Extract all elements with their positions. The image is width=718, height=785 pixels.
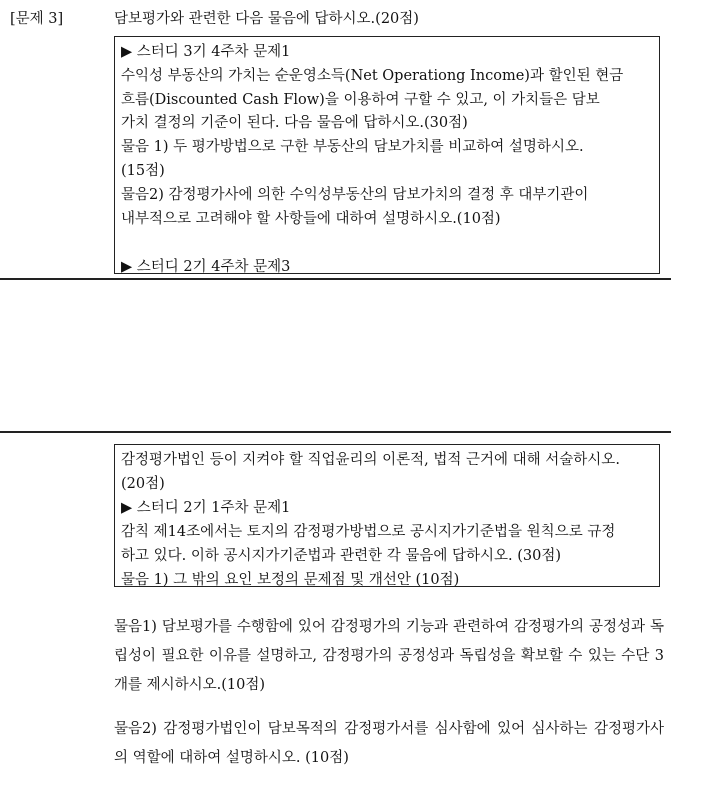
box1-line — [114, 231, 121, 247]
box1-line: 물음 1) 두 평가방법으로 구한 부동산의 담보가치를 비교하여 설명하시오. — [121, 139, 584, 155]
question-heading: 담보평가와 관련한 다음 물음에 답하시오.(20점) — [114, 11, 419, 27]
subquestion-1: 물음1) 담보평가를 수행함에 있어 감정평가의 기능과 관련하여 감정평가의 공정성과 독립성이 필요한 이유를 설명하고, 감정평가의 공정성과 독립성을 확보할 수 있는 수단 3개를 제시하시오.(10점) — [114, 619, 664, 693]
box1-line: 내부적으로 고려해야 할 사항들에 대하여 설명하시오.(10점) — [121, 211, 501, 227]
box2-line: 감정평가법인 등이 지켜야 할 직업윤리의 이론적, 법적 근거에 대해 서술하시오. — [121, 452, 620, 468]
box1-line: ▶ 스터디 2기 4주차 문제3 — [121, 259, 291, 275]
box1-line: 수익성 부동산의 가치는 순운영소득(Net Operationg Income)과 할인된 현금 — [121, 68, 624, 84]
box1-line: 흐름(Discounted Cash Flow)을 이용하여 구할 수 있고, 이 가치들은 담보 — [121, 92, 600, 108]
box2-line: 감칙 제14조에서는 토지의 감정평가방법으로 공시지가기준법을 원칙으로 규정 — [121, 524, 616, 540]
box1-line: (15점) — [121, 163, 165, 179]
subquestion-2: 물음2) 감정평가법인이 담보목적의 감정평가서를 심사함에 있어 심사하는 감정평가사의 역할에 대하여 설명하시오. (10점) — [114, 721, 664, 766]
box2-line: (20점) — [121, 476, 165, 492]
box2-line: 하고 있다. 이하 공시지가기준법과 관련한 각 물음에 답하시오. (30점) — [121, 548, 562, 564]
question-number-label: [문제 3] — [10, 11, 64, 27]
box1-line: 가치 결정의 기준이 된다. 다음 물음에 답하시오.(30점) — [121, 115, 468, 131]
page-break-rule-top — [0, 278, 671, 280]
box2-line: ▶ 스터디 2기 1주차 문제1 — [121, 500, 291, 516]
page-break-rule-bottom — [0, 431, 671, 433]
box2-line: 물음 1) 그 밖의 요인 보정의 문제점 및 개선안 (10점) — [121, 572, 460, 588]
box1-line: ▶ 스터디 3기 4주차 문제1 — [121, 44, 291, 60]
box1-line: 물음2) 감정평가사에 의한 수익성부동산의 담보가치의 결정 후 대부기관이 — [121, 187, 589, 203]
